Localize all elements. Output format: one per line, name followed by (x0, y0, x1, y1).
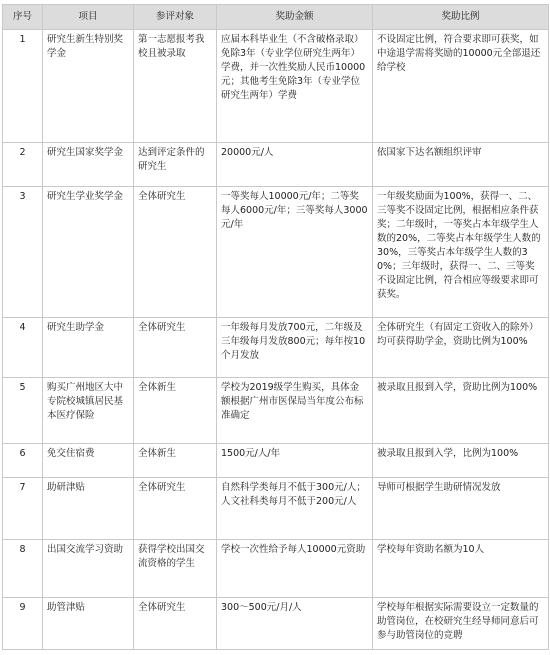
cell-no: 4 (3, 318, 43, 378)
cell-item: 研究生新生特别奖学金 (43, 30, 134, 143)
table-row (3, 598, 549, 650)
cell-target: 全体研究生 (134, 598, 217, 650)
table-row (3, 187, 549, 318)
cell-ratio: 全体研究生（有固定工资收入的除外）均可获得助学金，资助比例为100% (373, 318, 549, 378)
cell-ratio: 学校每年根据实际需要设立一定数量的助管岗位，在校研究生经导师同意后可参与助管岗位的竞聘 (373, 598, 549, 650)
cell-item: 助研津贴 (43, 478, 134, 540)
header-target: 参评对象 (134, 5, 217, 30)
cell-target: 全体新生 (134, 378, 217, 444)
cell-no: 3 (3, 187, 43, 318)
cell-ratio: 导师可根据学生助研情况发放 (373, 478, 549, 540)
cell-item: 研究生国家奖学金 (43, 143, 134, 187)
cell-amount: 一等奖每人10000元/年；二等奖每人6000元/年；三等奖每人3000元/年 (217, 187, 373, 318)
cell-ratio: 依国家下达名额组织评审 (373, 143, 549, 187)
header-amount: 奖助金额 (217, 5, 373, 30)
table-row (3, 478, 549, 540)
cell-amount: 300～500元/月/人 (217, 598, 373, 650)
header-item: 项目 (43, 5, 134, 30)
cell-target: 全体新生 (134, 444, 217, 478)
cell-item: 免交住宿费 (43, 444, 134, 478)
cell-ratio: 被录取且报到入学，比例为100% (373, 444, 549, 478)
cell-amount: 1500元/人/年 (217, 444, 373, 478)
cell-item: 出国交流学习资助 (43, 540, 134, 598)
table-row (3, 318, 549, 378)
cell-item: 研究生学业奖学金 (43, 187, 134, 318)
cell-target: 达到评定条件的研究生 (134, 143, 217, 187)
cell-target: 全体研究生 (134, 318, 217, 378)
cell-no: 2 (3, 143, 43, 187)
cell-target: 第一志愿报考我校且被录取 (134, 30, 217, 143)
cell-amount: 自然科学类每月不低于300元/人；人文社科类每月不低于200元/人 (217, 478, 373, 540)
cell-ratio: 被录取且报到入学，资助比例为100% (373, 378, 549, 444)
cell-target: 全体研究生 (134, 187, 217, 318)
cell-amount: 应届本科毕业生（不含破格录取）免除3年（专业学位研究生两年）学费，并一次性奖励人民币10000元；其他考生免除3年（专业学位研究生两年）学费 (217, 30, 373, 143)
header-no: 序号 (3, 5, 43, 30)
table-row (3, 378, 549, 444)
scholarship-table (2, 4, 549, 650)
cell-ratio: 学校每年资助名额为10人 (373, 540, 549, 598)
cell-item: 助管津贴 (43, 598, 134, 650)
table-row (3, 444, 549, 478)
cell-item: 研究生助学金 (43, 318, 134, 378)
table-header-row (3, 5, 549, 30)
cell-no: 6 (3, 444, 43, 478)
cell-no: 5 (3, 378, 43, 444)
cell-no: 9 (3, 598, 43, 650)
cell-item: 购买广州地区大中专院校城镇居民基本医疗保险 (43, 378, 134, 444)
table-row (3, 143, 549, 187)
cell-amount: 学校为2019级学生购买，具体金额根据广州市医保局当年度公布标准确定 (217, 378, 373, 444)
table-row (3, 540, 549, 598)
cell-amount: 学校一次性给予每人10000元资助 (217, 540, 373, 598)
cell-no: 1 (3, 30, 43, 143)
cell-amount: 一年级每月发放700元，二年级及三年级每月发放800元；每年按10个月发放 (217, 318, 373, 378)
cell-ratio: 不设固定比例，符合要求即可获奖，如中途退学需将奖励的10000元全部退还给学校 (373, 30, 549, 143)
header-ratio: 奖助比例 (373, 5, 549, 30)
cell-ratio: 一年级奖励面为100%，获得一、二、三等奖不设固定比例，根据相应条件获奖；二年级时，一等奖占本年级学生人数的20%，二等奖占本年级学生人数的30%，三等奖占本年级学生人数的30%；三年级时，获得一、二、三等奖不设固定比例，符合相应等级要求即可获奖。 (373, 187, 549, 318)
cell-target: 获得学校出国交流资格的学生 (134, 540, 217, 598)
cell-amount: 20000元/人 (217, 143, 373, 187)
cell-target: 全体研究生 (134, 478, 217, 540)
cell-no: 7 (3, 478, 43, 540)
cell-no: 8 (3, 540, 43, 598)
table-row (3, 30, 549, 143)
